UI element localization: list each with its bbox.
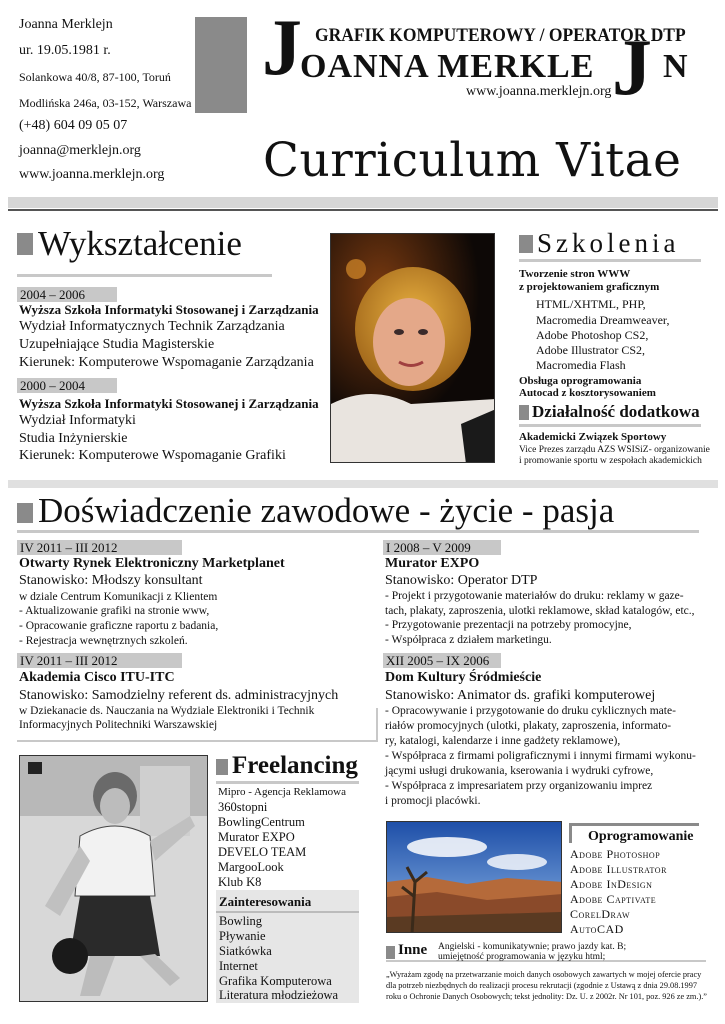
experience-line: - Rejestracja wewnętrznych szkoleń. <box>19 635 188 647</box>
middle-separator <box>8 480 718 488</box>
training-title: Obsługa oprogramowania <box>519 375 642 387</box>
software-heading: Oprogramowanie <box>588 829 694 844</box>
extra-underline <box>519 424 701 427</box>
experience-line: - Opracowywanie i przygotowanie do druku cyklicznych mate- <box>385 705 676 717</box>
bowling-photo <box>19 755 208 1002</box>
contact-email[interactable]: joanna@merklejn.org <box>19 143 141 158</box>
landscape-photo <box>386 821 562 933</box>
trainings-underline <box>519 259 701 262</box>
consent-line: roku o Ochronie Danych Osobowych; tekst jednolity: Dz. U. z 2002r. Nr 101, poz. 926 ze zm.).” <box>386 992 707 1001</box>
decorative-square <box>195 17 247 113</box>
education-heading: Wykształcenie <box>38 224 242 263</box>
interest-item: Internet <box>219 959 258 973</box>
experience-dates: XII 2005 – IX 2006 <box>383 653 501 668</box>
freelancing-item: Klub K8 <box>218 875 262 889</box>
experience-line: - Współpraca z działem marketingu. <box>385 634 552 646</box>
interest-item: Bowling <box>219 914 263 928</box>
contact-address-2: Modlińska 246a, 03-152, Warszawa <box>19 96 192 110</box>
freelancing-item: Murator EXPO <box>218 830 295 844</box>
experience-dates: IV 2011 – III 2012 <box>17 540 182 555</box>
experience-line: w dziale Centrum Komunikacji z Klientem <box>19 591 218 603</box>
experience-company: Otwarty Rynek Elektroniczny Marketplanet <box>19 556 285 571</box>
interest-item: Literatura młodzieżowa <box>219 988 339 1002</box>
freelancing-item: Mipro - Agencja Reklamowa <box>218 786 346 798</box>
experience-line: tach, plakaty, zaproszenia, ulotki reklamowe, skład katalogów, etc., <box>385 605 695 617</box>
section-marker <box>17 233 33 255</box>
contact-phone: (+48) 604 09 05 07 <box>19 118 128 133</box>
software-item: Adobe InDesign <box>570 877 653 891</box>
contact-www[interactable]: www.joanna.merklejn.org <box>19 167 165 182</box>
training-title: Tworzenie stron WWW <box>519 268 631 280</box>
portrait-image <box>331 234 495 463</box>
education-line: Uzupełniające Studia Magisterskie <box>19 337 215 352</box>
experience-line: Informacyjnych Politechniki Warszawskiej <box>19 719 218 731</box>
software-topline <box>569 823 699 826</box>
extra-line: Vice Prezes zarządu AZS WSISiZ- organizowanie <box>519 445 710 455</box>
interests-heading: Zainteresowania <box>219 894 312 909</box>
cv-title: Curriculum Vitae <box>263 133 682 188</box>
software-item: Adobe Photoshop <box>570 847 661 861</box>
software-item: CorelDraw <box>570 907 631 921</box>
logo-big-letter: J <box>262 4 300 92</box>
training-title: Autocad z kosztorysowaniem <box>519 387 656 399</box>
training-title: z projektowaniem graficznym <box>519 281 660 293</box>
other-heading: Inne <box>398 942 428 958</box>
section-marker <box>569 823 572 843</box>
experience-line: i promocji placówki. <box>385 795 481 807</box>
experience-company: Murator EXPO <box>385 556 480 571</box>
divider-line <box>17 740 377 742</box>
landscape-image <box>387 822 562 933</box>
experience-line: - Współpraca z firmami poligraficznymi i innymi firmami wykonu- <box>385 750 696 762</box>
experience-company: Akademia Cisco ITU-ITC <box>19 670 175 685</box>
logo-tagline: GRAFIK KOMPUTEROWY / OPERATOR DTP <box>315 25 686 46</box>
other-line: umiejętność programowania w języku html; <box>438 952 606 962</box>
education-line: Studia Inżynierskie <box>19 431 128 446</box>
experience-line: - Przygotowanie prezentacji na potrzeby promocyjne, <box>385 619 632 631</box>
interest-item: Siatkówka <box>219 944 272 958</box>
logo-name: OANNA MERKLE <box>300 48 595 85</box>
training-item: Adobe Photoshop CS2, <box>536 328 649 342</box>
education-line: Kierunek: Komputerowe Wspomaganie Zarządzania <box>19 355 314 370</box>
section-marker <box>519 235 533 253</box>
freelancing-underline <box>216 781 359 784</box>
freelancing-item: DEVELO TEAM <box>218 845 307 859</box>
experience-heading: Doświadczenie zawodowe - życie - pasja <box>38 491 615 530</box>
contact-name: Joanna Merklejn <box>19 17 113 32</box>
logo-url[interactable]: www.joanna.merklejn.org <box>466 84 612 99</box>
software-item: Adobe Illustrator <box>570 862 667 876</box>
experience-dates: I 2008 – V 2009 <box>383 540 501 555</box>
experience-position: Stanowisko: Operator DTP <box>385 573 538 588</box>
training-item: Macromedia Dreamweaver, <box>536 313 670 327</box>
contact-birth: ur. 19.05.1981 r. <box>19 43 111 58</box>
software-item: Adobe Captivate <box>570 892 657 906</box>
freelancing-item: 360stopni <box>218 800 268 814</box>
software-item: AutoCAD <box>570 922 624 936</box>
education-line: Wydział Informatycznych Technik Zarządzania <box>19 319 285 334</box>
experience-line: - Opracowanie graficzne raportu z badania, <box>19 620 219 632</box>
experience-line: w Dziekanacie ds. Nauczania na Wydziale Elektroniki i Technik <box>19 705 315 717</box>
education-school-2: Wyższa Szkoła Informatyki Stosowanej i Zarządzania <box>19 396 319 411</box>
interests-underline <box>216 911 359 913</box>
consent-line: „Wyrażam zgodę na przetwarzanie moich danych osobowych zawartych w mojej ofercie pracy <box>386 970 702 979</box>
section-marker <box>216 759 228 775</box>
extra-heading: Działalność dodatkowa <box>532 402 700 421</box>
education-dates-2: 2000 – 2004 <box>17 378 117 393</box>
section-marker <box>386 946 395 959</box>
freelancing-item: BowlingCentrum <box>218 815 305 829</box>
experience-line: jącymi usługi drukowania, kserowania i wydruki cyfrowe, <box>385 765 654 777</box>
logo-big-letter-2: J <box>612 24 652 112</box>
experience-line: ry, katalogi, kalendarze i inne gadżety reklamowe), <box>385 735 621 747</box>
interest-item: Grafika Komputerowa <box>219 974 332 988</box>
freelancing-item: MargooLook <box>218 860 284 874</box>
experience-position: Stanowisko: Animator ds. grafiki komputerowej <box>385 688 656 703</box>
education-line: Kierunek: Komputerowe Wspomaganie Grafiki <box>19 448 286 463</box>
experience-line: riałów promocyjnych (ulotki, plakaty, zaproszenia, informato- <box>385 720 672 732</box>
trainings-heading: Szkolenia <box>537 228 680 258</box>
experience-line: - Projekt i przygotowanie materiałów do druku: reklamy w gaze- <box>385 590 684 602</box>
freelancing-heading: Freelancing <box>232 752 358 779</box>
education-school-1: Wyższa Szkoła Informatyki Stosowanej i Zarządzania <box>19 302 319 317</box>
training-item: Macromedia Flash <box>536 358 626 372</box>
training-item: HTML/XHTML, PHP, <box>536 297 646 311</box>
experience-company: Dom Kultury Śródmieście <box>385 670 542 685</box>
experience-line: - Aktualizowanie grafiki na stronie www, <box>19 605 210 617</box>
education-line: Wydział Informatyki <box>19 413 136 428</box>
interest-item: Pływanie <box>219 929 266 943</box>
experience-position: Stanowisko: Samodzielny referent ds. administracyjnych <box>19 688 339 703</box>
training-item: Adobe Illustrator CS2, <box>536 343 645 357</box>
other-line: Angielski - komunikatywnie; prawo jazdy kat. B; <box>438 942 627 952</box>
header-separator-line <box>8 209 718 211</box>
extra-title: Akademicki Związek Sportowy <box>519 431 667 443</box>
experience-underline <box>17 530 699 533</box>
section-marker <box>519 405 529 420</box>
education-underline <box>17 274 272 277</box>
extra-line: i promowanie sportu w zespołach akademickich <box>519 456 702 466</box>
section-marker <box>17 503 33 523</box>
experience-line: - Współpraca z impresariatem przy organizowaniu imprez <box>385 780 653 792</box>
contact-address-1: Solankowa 40/8, 87-100, Toruń <box>19 70 171 84</box>
experience-dates: IV 2011 – III 2012 <box>17 653 182 668</box>
divider-line <box>376 708 378 742</box>
bowling-image <box>20 756 208 1002</box>
portrait-photo <box>330 233 495 463</box>
experience-position: Stanowisko: Młodszy konsultant <box>19 573 203 588</box>
logo-name-end: N <box>663 48 688 85</box>
consent-line: dla potrzeb niezbędnych do realizacji procesu rekrutacji (zgodnie z Ustawą z dnia 29.08.1997 <box>386 981 698 990</box>
header-separator <box>8 197 718 208</box>
education-dates-1: 2004 – 2006 <box>17 287 117 302</box>
